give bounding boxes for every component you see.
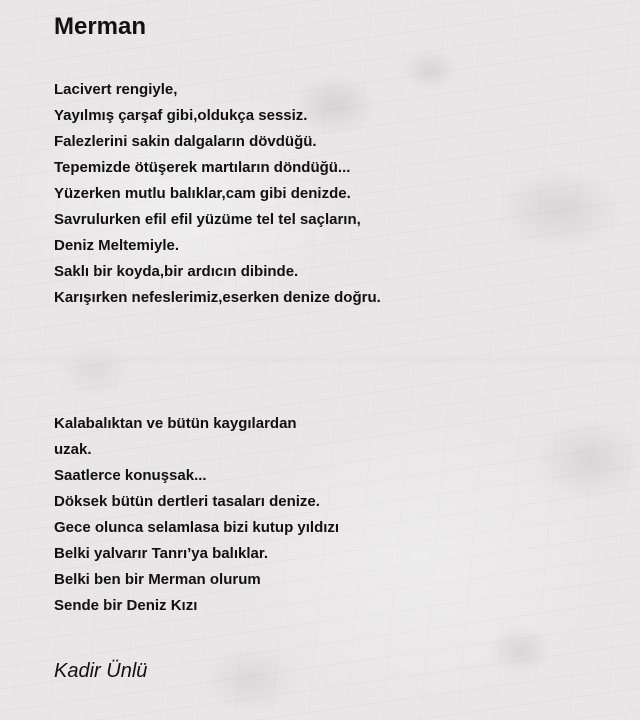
poem-line: Lacivert rengiyle, <box>54 81 178 98</box>
poem-stanza-1 <box>54 77 381 311</box>
poem-stanza-2 <box>54 411 339 619</box>
poem-line: Belki yalvarır Tanrı’ya balıklar. <box>54 545 269 562</box>
poem-line: Savrulurken efil efil yüzüme tel tel saçların, <box>54 211 361 228</box>
poem-line: Deniz Meltemiyle. <box>54 237 180 254</box>
poem-line: uzak. <box>54 441 92 458</box>
poem-line: Yayılmış çarşaf gibi,oldukça sessiz. <box>54 107 308 124</box>
poem-line: Gece olunca selamlasa bizi kutup yıldızı <box>54 519 340 536</box>
poem-line: Saatlerce konuşsak... <box>54 467 207 484</box>
paper-fold-line <box>0 355 640 365</box>
poem-line: Sende bir Deniz Kızı <box>54 597 198 614</box>
poem-line: Yüzerken mutlu balıklar,cam gibi denizde. <box>54 185 351 202</box>
poem-line: Saklı bir koyda,bir ardıcın dibinde. <box>54 263 299 280</box>
poem-author: Kadir Ünlü <box>54 660 148 682</box>
poem-line: Kalabalıktan ve bütün kaygılardan <box>54 415 297 432</box>
poem-line: Döksek bütün dertleri tasaları denize. <box>54 493 320 510</box>
poem-line: Karışırken nefeslerimiz,eserken denize doğru. <box>54 289 381 306</box>
poem-line: Belki ben bir Merman olurum <box>54 571 261 588</box>
poem-line: Tepemizde ötüşerek martıların döndüğü... <box>54 159 351 176</box>
poem-title: Merman <box>54 13 147 40</box>
poem-line: Falezlerini sakin dalgaların dövdüğü. <box>54 133 317 150</box>
